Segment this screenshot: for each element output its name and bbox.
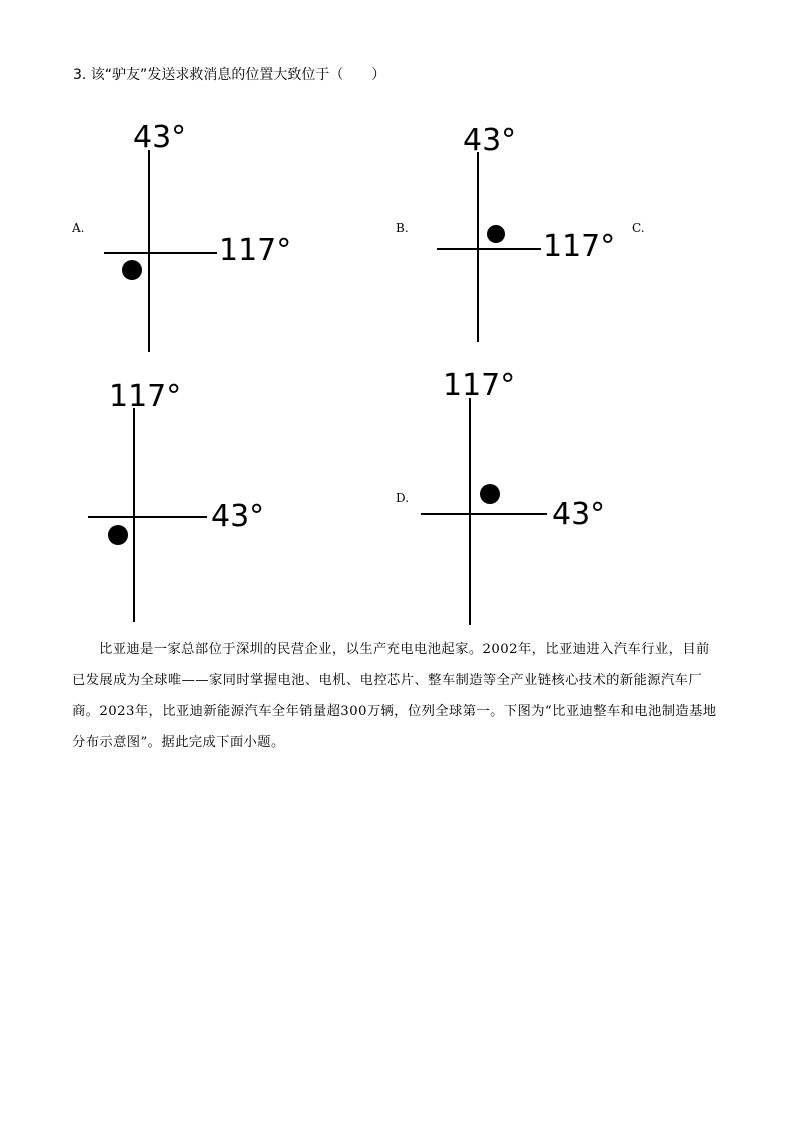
- option-b-diagram: [437, 123, 615, 342]
- option-c-label: C.: [632, 221, 645, 235]
- option-a-vertical-label: 43°: [133, 120, 187, 155]
- option-c-vertical-label: 117°: [109, 379, 182, 414]
- question-stem: 3. 该“驴友”发送求救消息的位置大致位于（ ）: [73, 67, 386, 83]
- option-d-vertical-label: 117°: [443, 368, 516, 403]
- option-d-label: D.: [396, 491, 410, 505]
- option-a-diagram: [104, 120, 291, 352]
- option-c-horizontal-label: 43°: [211, 499, 265, 534]
- option-a-label: A.: [72, 221, 85, 235]
- option-c-dot: [108, 525, 128, 545]
- reading-passage: 比亚迪是一家总部位于深圳的民营企业，以生产充电电池起家。2002年，比亚迪进入汽车行业，目前已发展成为全球唯——家同时掌握电池、电机、电控芯片、整车制造等全产业链核心技术的新能源汽车厂商。2023年，比亚迪新能源汽车全年销量超300万辆，位列全球第一。下图为“比亚迪整车和电池制造基地分布示意图”。据此完成下面小题。: [72, 642, 717, 750]
- option-b-dot: [487, 225, 505, 243]
- option-b-label: B.: [396, 221, 409, 235]
- option-c-diagram: [88, 379, 264, 622]
- option-b-horizontal-label: 117°: [543, 229, 616, 264]
- option-d-dot: [480, 484, 500, 504]
- option-a-horizontal-label: 117°: [219, 233, 292, 268]
- option-d-diagram: [421, 368, 605, 625]
- option-b-vertical-label: 43°: [463, 123, 517, 158]
- option-a-dot: [122, 260, 142, 280]
- option-d-horizontal-label: 43°: [552, 497, 606, 532]
